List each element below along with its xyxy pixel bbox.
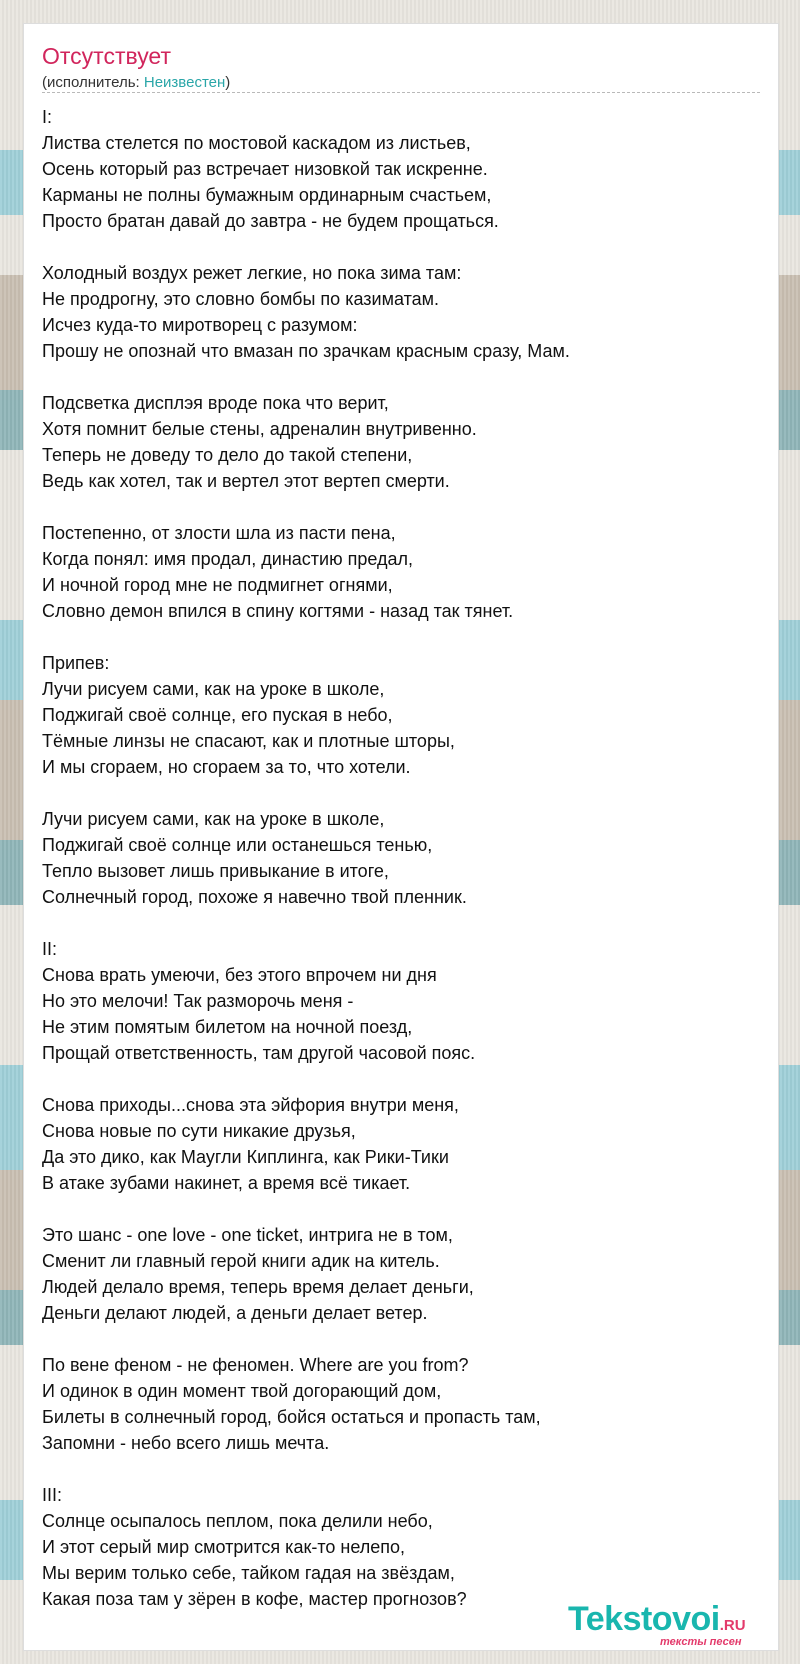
lyric-line: Прошу не опознай что вмазан по зрачкам красным сразу, Мам. [42,341,570,361]
lyric-line: Снова врать умеючи, без этого впрочем ни дня [42,965,437,985]
lyric-line: Прощай ответственность, там другой часовой пояс. [42,1043,476,1063]
lyric-line [42,910,760,936]
artist-prefix: (исполнитель: [42,74,144,91]
lyric-line: Подсветка дисплэя вроде пока что верит, [42,393,389,413]
lyric-line: Осень который раз встречает низовкой так искренне. [42,159,488,179]
site-logo[interactable] [568,1602,768,1650]
lyric-line: Хотя помнит белые стены, адреналин внутривенно. [42,419,477,439]
lyric-line: Исчез куда-то миротворец с разумом: [42,315,358,335]
lyric-line: В атаке зубами накинет, а время всё тикает. [42,1173,411,1193]
logo-tagline: тексты песен [660,1636,742,1648]
lyrics-text [42,104,760,1612]
lyric-line: Лучи рисуем сами, как на уроке в школе, [42,809,385,829]
lyric-line: Листва стелется по мостовой каскадом из листьев, [42,133,471,153]
lyric-line: Не этим помятым билетом на ночной поезд, [42,1017,413,1037]
lyric-line: Но это мелочи! Так разморочь меня - [42,991,354,1011]
lyric-line: I: [42,107,53,127]
lyric-line: Это шанс - one love - one ticket, интрига не в том, [42,1225,453,1245]
lyric-line [42,364,760,390]
lyric-line: Деньги делают людей, а деньги делает ветер. [42,1303,428,1323]
lyric-line: Лучи рисуем сами, как на уроке в школе, [42,679,385,699]
lyric-line: Снова приходы...снова эта эйфория внутри меня, [42,1095,459,1115]
lyric-line: Снова новые по сути никакие друзья, [42,1121,356,1141]
lyric-line: Сменит ли главный герой книги адик на китель. [42,1251,440,1271]
lyric-line: Солнечный город, похоже я навечно твой пленник. [42,887,467,907]
lyric-line: Карманы не полны бумажным ординарным счастьем, [42,185,492,205]
lyric-line: Билеты в солнечный город, бойся остаться и пропасть там, [42,1407,541,1427]
lyric-line: Людей делало время, теперь время делает деньги, [42,1277,474,1297]
lyric-line: Тёмные линзы не спасают, как и плотные шторы, [42,731,455,751]
lyric-line: Запомни - небо всего лишь мечта. [42,1433,330,1453]
lyric-line: Просто братан давай до завтра - не будем прощаться. [42,211,499,231]
lyric-line: Поджигай своё солнце или останешься тенью, [42,835,433,855]
lyric-line: III: [42,1485,63,1505]
lyric-line [42,1456,760,1482]
lyric-line: Не продрогну, это словно бомбы по казиматам. [42,289,439,309]
lyric-line: II: [42,939,58,959]
lyric-line: Постепенно, от злости шла из пасти пена, [42,523,396,543]
lyric-line: Мы верим только себе, тайком гадая на звёздам, [42,1563,455,1583]
song-header [42,42,760,92]
lyric-line: Какая поза там у зёрен в кофе, мастер прогнозов? [42,1589,467,1609]
lyric-line [42,1066,760,1092]
lyric-line: Холодный воздух режет легкие, но пока зима там: [42,263,462,283]
song-page [24,24,778,1650]
lyric-line: Теперь не доведу то дело до такой степени, [42,445,413,465]
lyric-line [42,624,760,650]
lyric-line [42,234,760,260]
lyric-line [42,780,760,806]
lyric-line: Да это дико, как Маугли Киплинга, как Рики-Тики [42,1147,449,1167]
lyric-line: Тепло вызовет лишь привыкание в итоге, [42,861,389,881]
lyric-line: И одинок в один момент твой догорающий дом, [42,1381,442,1401]
lyric-line: Словно демон впился в спину когтями - назад так тянет. [42,601,514,621]
artist-link[interactable]: Неизвестен [143,74,226,91]
lyric-line: По вене феном - не феномен. Where are you from? [42,1355,469,1375]
lyric-line [42,1196,760,1222]
lyric-line [42,494,760,520]
lyric-line: Поджигай своё солнце, его пуская в небо, [42,705,393,725]
lyric-line: Когда понял: имя продал, династию предал, [42,549,413,569]
lyric-line [42,1326,760,1352]
lyric-line: И ночной город мне не подмигнет огнями, [42,575,393,595]
lyric-line: Ведь как хотел, так и вертел этот вертеп смерти. [42,471,450,491]
header-divider [42,92,760,93]
lyric-line: И мы сгораем, но сгораем за то, что хотели. [42,757,411,777]
artist-suffix: ) [225,74,231,91]
lyric-line: И этот серый мир смотрится как-то нелепо, [42,1537,406,1557]
song-title: Отсутствует [42,43,171,69]
lyric-line: Солнце осыпалось пеплом, пока делили небо, [42,1511,433,1531]
logo-main-text: Tekstovoi [568,1600,720,1638]
logo-suffix: .RU [719,1617,746,1634]
lyric-line: Припев: [42,653,110,673]
artist-line [42,74,760,92]
